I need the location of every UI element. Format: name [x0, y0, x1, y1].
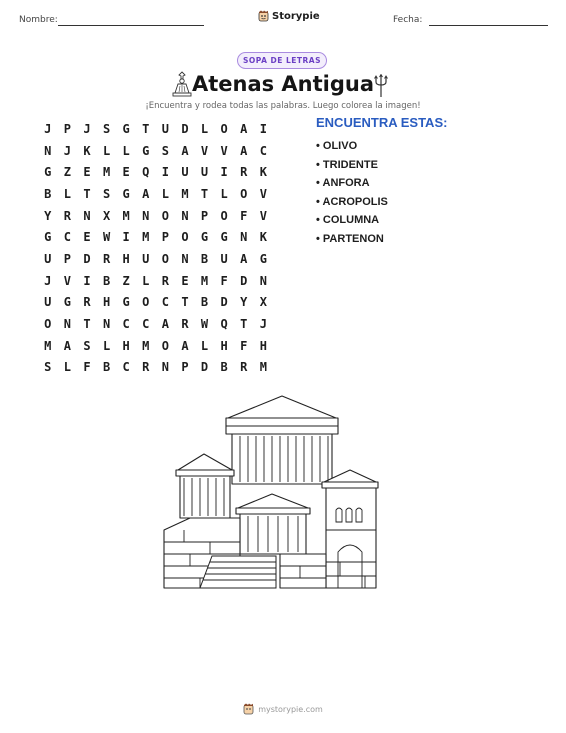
grid-cell[interactable]: L [102, 143, 111, 158]
grid-cell[interactable]: M [142, 230, 150, 245]
grid-cell[interactable]: C [259, 143, 267, 158]
grid-cell[interactable]: R [102, 251, 111, 266]
grid-cell[interactable]: O [240, 186, 248, 201]
grid-cell[interactable]: E [122, 165, 130, 180]
grid-cell[interactable]: K [259, 165, 267, 180]
grid-cell[interactable]: U [142, 251, 150, 266]
grid-cell[interactable]: I [83, 273, 91, 288]
grid-cell[interactable]: P [63, 251, 71, 266]
grid-cell[interactable]: G [122, 186, 130, 201]
grid-cell[interactable]: J [44, 121, 52, 136]
grid-cell[interactable]: P [200, 208, 209, 223]
word-list [316, 137, 388, 249]
grid-cell[interactable]: L [220, 186, 228, 201]
grid-cell[interactable]: B [200, 251, 209, 266]
grid-cell[interactable]: S [102, 121, 111, 136]
grid-row [38, 161, 273, 183]
grid-cell[interactable]: J [83, 121, 91, 136]
grid-cell[interactable]: N [102, 317, 111, 332]
grid-cell[interactable]: K [259, 230, 267, 245]
grid-cell[interactable]: P [181, 360, 189, 375]
grid-row [38, 140, 273, 162]
grid-cell[interactable]: J [63, 143, 71, 158]
grid-cell[interactable]: A [181, 338, 189, 353]
grid-cell[interactable]: O [220, 121, 228, 136]
grid-cell[interactable]: G [44, 230, 52, 245]
grid-cell[interactable]: E [83, 165, 91, 180]
grid-cell[interactable]: B [200, 295, 209, 310]
grid-cell[interactable]: B [44, 186, 52, 201]
grid-cell[interactable]: U [200, 165, 209, 180]
grid-cell[interactable]: F [240, 338, 248, 353]
grid-cell[interactable]: T [200, 186, 209, 201]
grid-row [38, 335, 273, 357]
grid-cell[interactable]: I [161, 165, 169, 180]
grid-cell[interactable]: L [200, 338, 209, 353]
grid-row [38, 270, 273, 292]
grid-cell[interactable]: N [44, 143, 52, 158]
grid-cell[interactable]: X [102, 208, 111, 223]
grid-cell[interactable]: L [142, 273, 150, 288]
grid-cell[interactable]: G [63, 295, 71, 310]
grid-cell[interactable]: L [161, 186, 169, 201]
grid-cell[interactable]: F [220, 273, 228, 288]
date-label: Fecha: [393, 15, 423, 25]
grid-cell[interactable]: H [220, 338, 228, 353]
grid-cell[interactable]: H [122, 251, 130, 266]
grid-cell[interactable]: N [181, 251, 189, 266]
grid-cell[interactable]: N [63, 317, 71, 332]
grid-cell[interactable]: U [44, 295, 52, 310]
grid-cell[interactable]: T [181, 295, 189, 310]
grid-cell[interactable]: H [102, 295, 111, 310]
grid-cell[interactable]: K [83, 143, 91, 158]
grid-cell[interactable]: L [102, 338, 111, 353]
grid-cell[interactable]: Z [63, 165, 71, 180]
grid-cell[interactable]: R [63, 208, 71, 223]
grid-cell[interactable]: M [181, 186, 189, 201]
instructions: ¡Encuentra y rodea todas las palabras. Luego colorea la imagen! [145, 101, 421, 111]
grid-row [38, 226, 273, 248]
grid-cell[interactable]: M [259, 360, 267, 375]
grid-cell[interactable]: T [83, 186, 91, 201]
grid-cell[interactable]: V [259, 186, 267, 201]
storypie-logo-icon [243, 703, 254, 715]
grid-cell[interactable]: B [102, 360, 111, 375]
grid-cell[interactable]: R [161, 273, 169, 288]
grid-cell[interactable]: P [161, 230, 169, 245]
grid-cell[interactable]: G [122, 121, 130, 136]
grid-cell[interactable]: T [142, 121, 150, 136]
grid-cell[interactable]: F [83, 360, 91, 375]
grid-cell[interactable]: D [220, 295, 228, 310]
grid-cell[interactable]: S [102, 186, 111, 201]
grid-cell[interactable]: V [259, 208, 267, 223]
grid-cell[interactable]: D [200, 360, 209, 375]
grid-row [38, 183, 273, 205]
grid-cell[interactable]: V [63, 273, 71, 288]
grid-cell[interactable]: O [161, 208, 169, 223]
grid-cell[interactable]: Q [220, 317, 228, 332]
grid-cell[interactable]: D [83, 251, 91, 266]
grid-cell[interactable]: A [240, 143, 248, 158]
grid-cell[interactable]: N [181, 208, 189, 223]
grid-cell[interactable]: U [220, 251, 228, 266]
grid-cell[interactable]: O [44, 317, 52, 332]
grid-cell[interactable]: M [142, 338, 150, 353]
name-label: Nombre: [19, 15, 58, 25]
grid-cell[interactable]: A [181, 143, 189, 158]
grid-cell[interactable]: U [161, 121, 169, 136]
grid-row [38, 313, 273, 335]
grid-cell[interactable]: P [63, 121, 71, 136]
grid-cell[interactable]: U [181, 165, 189, 180]
grid-row [38, 118, 273, 140]
grid-cell[interactable]: G [142, 143, 150, 158]
grid-cell[interactable]: J [44, 273, 52, 288]
grid-cell[interactable]: O [161, 251, 169, 266]
grid-cell[interactable]: I [259, 121, 267, 136]
grid-cell[interactable]: X [259, 295, 267, 310]
grid-cell[interactable]: O [161, 338, 169, 353]
word-item: • TRIDENTE [316, 158, 378, 171]
grid-cell[interactable]: B [102, 273, 111, 288]
grid-cell[interactable]: A [142, 186, 150, 201]
grid-cell[interactable]: Y [240, 295, 248, 310]
grid-cell[interactable]: G [44, 165, 52, 180]
grid-cell[interactable]: D [181, 121, 189, 136]
grid-cell[interactable]: L [200, 121, 209, 136]
grid-cell[interactable]: C [161, 295, 169, 310]
word-item: • ANFORA [316, 177, 370, 190]
name-field[interactable] [58, 25, 204, 26]
section-badge: SOPA DE LETRAS [237, 52, 327, 69]
grid-cell[interactable]: N [259, 273, 267, 288]
grid-cell[interactable]: D [240, 273, 248, 288]
grid-cell[interactable]: C [63, 230, 71, 245]
grid-cell[interactable]: E [181, 273, 189, 288]
grid-cell[interactable]: A [240, 251, 248, 266]
grid-cell[interactable]: M [44, 338, 52, 353]
footer [0, 703, 566, 715]
temple-illustration [160, 390, 404, 594]
grid-cell[interactable]: S [83, 338, 91, 353]
word-item: • COLUMNA [316, 214, 380, 227]
grid-cell[interactable]: Z [122, 273, 130, 288]
grid-cell[interactable]: G [220, 230, 228, 245]
footer-site: mystorypie.com [258, 704, 323, 714]
grid-cell[interactable]: R [142, 360, 150, 375]
grid-cell[interactable]: E [83, 230, 91, 245]
grid-cell[interactable]: G [259, 251, 267, 266]
grid-cell[interactable]: Y [44, 208, 52, 223]
date-field[interactable] [429, 25, 548, 26]
grid-cell[interactable]: R [240, 165, 248, 180]
grid-cell[interactable]: V [200, 143, 209, 158]
grid-cell[interactable]: O [181, 230, 189, 245]
grid-cell[interactable]: I [220, 165, 228, 180]
grid-cell[interactable]: N [240, 230, 248, 245]
page-title: Atenas Antigua [191, 72, 375, 96]
grid-cell[interactable]: H [122, 338, 130, 353]
brand-logo [258, 10, 320, 22]
word-item: • OLIVO [316, 140, 358, 152]
grid-row [38, 205, 273, 227]
word-item: • PARTENON [316, 232, 384, 245]
grid-cell[interactable]: L [63, 360, 71, 375]
grid-cell[interactable]: Q [142, 165, 150, 180]
grid-cell[interactable]: G [200, 230, 209, 245]
grid-cell[interactable]: S [161, 143, 169, 158]
word-item: • ACROPOLIS [316, 195, 388, 208]
grid-cell[interactable]: O [220, 208, 228, 223]
grid-cell[interactable]: L [122, 143, 130, 158]
grid-cell[interactable]: T [240, 317, 248, 332]
grid-cell[interactable]: L [63, 186, 71, 201]
grid-cell[interactable]: N [161, 360, 169, 375]
grid-cell[interactable]: C [122, 360, 130, 375]
grid-row [38, 357, 273, 379]
grid-cell[interactable]: M [122, 208, 130, 223]
grid-cell[interactable]: T [83, 317, 91, 332]
grid-cell[interactable]: A [161, 317, 169, 332]
grid-cell[interactable]: F [240, 208, 248, 223]
grid-cell[interactable]: W [102, 230, 111, 245]
storypie-logo-icon [258, 10, 269, 22]
grid-cell[interactable]: R [83, 295, 91, 310]
grid-row [38, 292, 273, 314]
grid-cell[interactable]: M [200, 273, 209, 288]
grid-cell[interactable]: V [220, 143, 228, 158]
grid-cell[interactable]: H [259, 338, 267, 353]
grid-cell[interactable]: W [200, 317, 209, 332]
trident-icon [372, 74, 390, 98]
grid-cell[interactable]: A [63, 338, 71, 353]
grid-cell[interactable]: N [142, 208, 150, 223]
grid-cell[interactable]: M [102, 165, 111, 180]
grid-cell[interactable]: N [83, 208, 91, 223]
grid-cell[interactable]: S [44, 360, 52, 375]
grid-row [38, 248, 273, 270]
grid-cell[interactable]: I [122, 230, 130, 245]
letter-grid[interactable] [38, 118, 273, 378]
grid-cell[interactable]: O [142, 295, 150, 310]
grid-cell[interactable]: A [240, 121, 248, 136]
grid-cell[interactable]: G [122, 295, 130, 310]
grid-cell[interactable]: C [142, 317, 150, 332]
grid-cell[interactable]: R [240, 360, 248, 375]
grid-cell[interactable]: C [122, 317, 130, 332]
grid-cell[interactable]: R [181, 317, 189, 332]
grid-cell[interactable]: U [44, 251, 52, 266]
grid-cell[interactable]: J [259, 317, 267, 332]
grid-cell[interactable]: B [220, 360, 228, 375]
word-list-heading: ENCUENTRA ESTAS: [316, 115, 448, 130]
brand-name: Storypie [272, 10, 320, 22]
